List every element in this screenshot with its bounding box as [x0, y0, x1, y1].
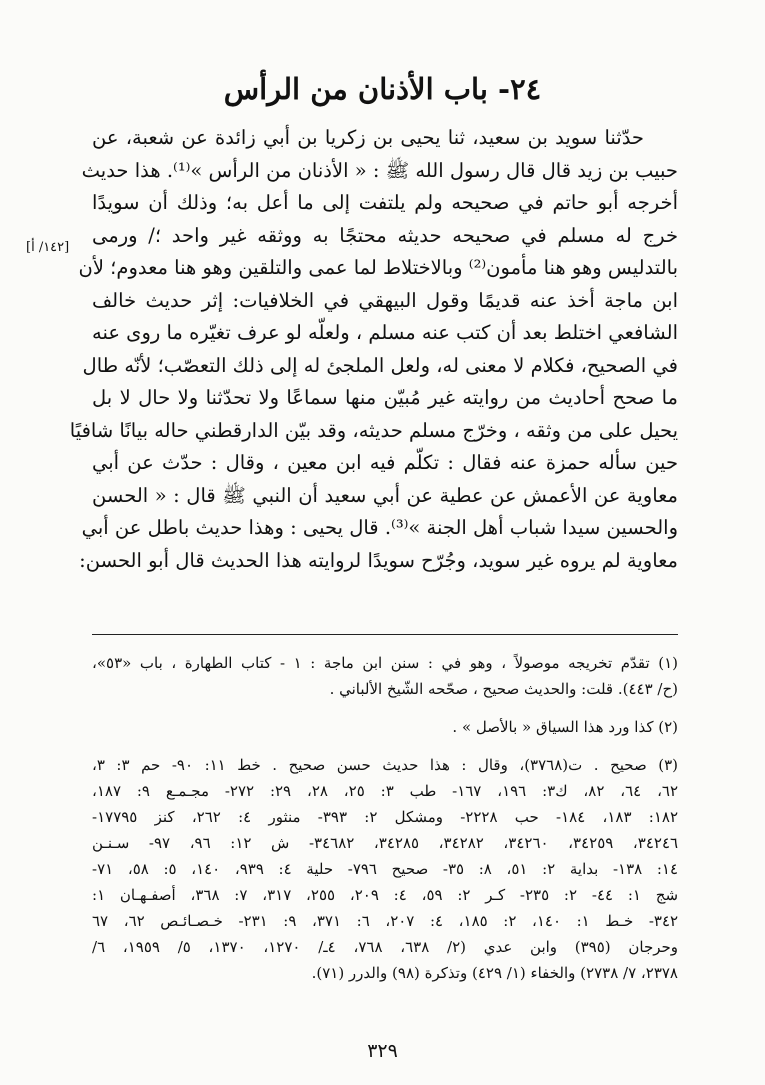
text-line: معاوية لم يروه غير سويد، وجُرّح سويدًا لروايته هذا الحديث قال أبو الحسن:: [79, 548, 678, 572]
footnote-line: ٦٢، ٦٤، ٨٢، ك٣: ١٩٦، ١٦٧- طب ٣: ٢٥، ٢٨، ٢٩: ٢٧٢- مجـمـع ٩: ١٨٧،: [92, 782, 679, 800]
footnote-line: (١) تقدّم تخريجه موصولاً ، وهو في : سنن ابن ماجة : ١ - كتاب الطهارة ، باب «٥٣»،: [92, 654, 678, 672]
footnote-3: [92, 752, 678, 986]
footnote-line: ١٨٢: ١٨٣، ١٨٤- حب ٢٢٢٨- ومشكل ٢: ٣٩٣- منثور ٤: ٢٦٢، كنز ١٧٧٩٥-: [92, 808, 679, 826]
text-line: يحيل على من وثقه ، وخرّج مسلم حديثه، وقد بيّن الدارقطني حاله بيانًا شافيًا: [69, 418, 678, 442]
chapter-title: ٢٤- باب الأذنان من الرأس: [223, 72, 542, 106]
text-line: الشافعي اختلط بعد أن كتب عنه مسلم ، ولعلّه لو عرف تغيّره ما روى عنه: [92, 321, 678, 344]
footnote-2: [92, 714, 678, 740]
text-line: حدّثنا سويد بن سعيد، ثنا يحيى بن زكريا بن أبي زائدة عن شعبة، عن: [92, 126, 644, 149]
footnote-line: وحرجان (٣٩٥) وابن عدي (٢/ ٦٣٨، ٧٦٨، ٤ـ/ ١٢٧٠، ١٣٧٠، ٥/ ١٩٥٩، ٦/: [92, 938, 679, 956]
text-line: ابن ماجة أخذ عنه قديمًا وقول البيهقي في الخلافيات: إثر حديث خالف: [92, 288, 678, 312]
footnote-line: (٣) صحيح . ت(٣٧٦٨)، وقال : هذا حديث حسن صحيح . خط ١١: ٩٠- حم ٣: ٣،: [92, 756, 678, 774]
text-line: أخرجه أبو حاتم في صحيحه ولم يلتفت إلى ما أعل به؛ وذلك أن سويدًا: [92, 191, 678, 214]
text-line: والحسين سيدا شباب أهل الجنة »⁽³⁾. قال يحيى : وهذا حديث باطل عن أبي: [81, 516, 678, 539]
footnote-line: ١٤: ١٣٨- بداية ٢: ٥١، ٨: ٣٥- صحيح ٧٩٦- حلية ٤: ٩٣٩، ١٤٠، ٥: ٥٨، ٧١-: [92, 860, 679, 878]
footnote-line: ٣٤٢- خـط ١: ١٤٠، ٢: ١٨٥، ٤: ٢٠٧، ٦: ٣٧١، ٩: ٢٣١- خـصـائـص ٦٢، ٦٧: [92, 912, 679, 930]
footnote-1: [92, 650, 678, 702]
text-line: حبيب بن زيد قال قال رسول الله ﷺ : « الأذنان من الرأس »⁽¹⁾. هذا حديث: [81, 158, 678, 182]
page-number: ٣٢٩: [367, 1040, 398, 1062]
margin-manuscript-reference: [١٤٢/ أ]: [26, 240, 70, 255]
text-line: بالتدليس وهو هنا مأمون⁽²⁾ وبالاختلاط لما عمى والتلقين وهو هنا معدوم؛ لأن: [78, 256, 678, 279]
text-line: حين سأله حمزة عنه فقال : تكلّم فيه ابن معين ، وقال : حدّث عن أبي: [92, 451, 678, 474]
text-line: ما صحح أحاديث من روايته غير مُبيّن منها سماعًا ولا تحدّثنا ولا حال لا بل: [92, 386, 678, 409]
footnote-divider: [92, 634, 678, 635]
footnote-line: (ح/ ٤٤٣). قلت: والحديث صحيح ، صحّحه الشّيخ الألباني .: [329, 680, 678, 698]
text-line: خرج له مسلم في صحيحه حديثه محتجًا به ووثقه غير واحد ؛/ ورمى: [92, 223, 678, 247]
text-line: معاوية عن الأعمش عن عطية عن أبي سعيد أن النبي ﷺ قال : « الحسن: [92, 483, 678, 507]
footnote-line: (٢) كذا ورد هذا السياق « بالأصل » .: [452, 718, 678, 736]
footnote-line: ٣٤٢٤٦، ٣٤٢٥٩، ٣٤٢٦٠، ٣٤٢٨٢، ٣٤٢٨٥، ٣٤٦٨٢- ش ١٢: ٩٦، ٩٧- سـنـن: [92, 834, 679, 852]
footnote-line: شج ١: ٤٤- ٢: ٢٣٥- كـر ٢: ٥٩، ٤: ٢٠٩، ٢٥٥، ٣١٧، ٧: ٣٦٨، أصفـهـان ١:: [92, 886, 679, 904]
main-text: [69, 122, 678, 577]
footnotes: [92, 650, 678, 998]
text-line: في الصحيح، فكلام لا معنى له، ولعل الملجئ له إلى ذلك التعصّب؛ لأنّه طال: [82, 353, 678, 377]
footnote-line: ٢٣٧٨، ٧/ ٢٧٣٨) والخفاء (١/ ٤٢٩) وتذكرة (٩٨) والدرر (٧١).: [311, 964, 678, 982]
